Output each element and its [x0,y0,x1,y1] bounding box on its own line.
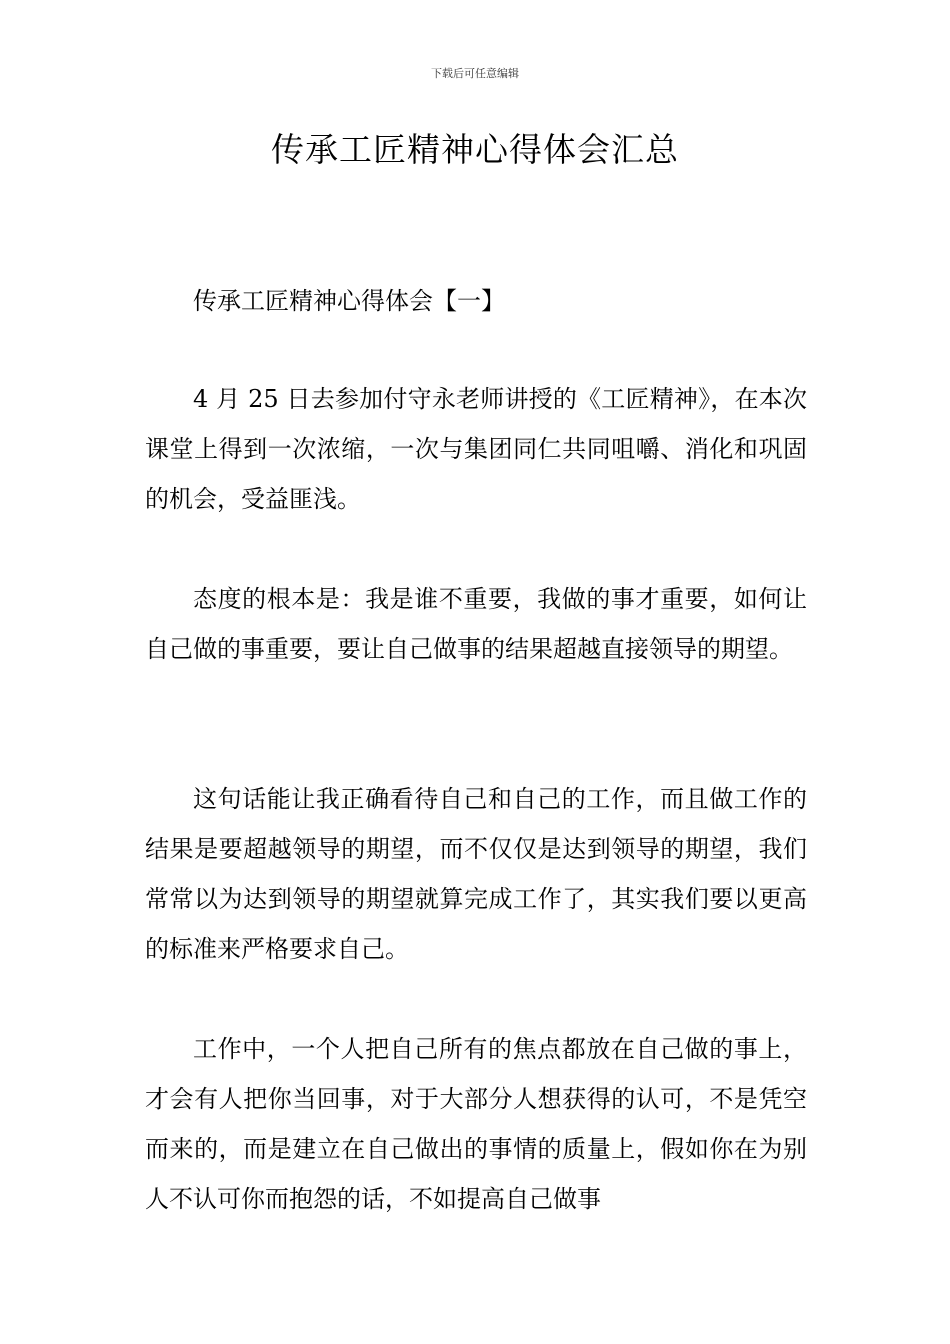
paragraph-1: 4 月 25 日去参加付守永老师讲授的《工匠精神》，在本次课堂上得到一次浓缩，一次与集团同仁共同咀嚼、消化和巩固的机会，受益匪浅。 [145,385,807,513]
paragraph-3: 这句话能让我正确看待自己和自己的工作，而且做工作的结果是要超越领导的期望，而不仅仅是达到领导的期望，我们常常以为达到领导的期望就算完成工作了，其实我们要以更高的标准来严格要求自己。 [145,785,807,963]
section-heading: 传承工匠精神心得体会【一】 [193,287,505,315]
header-note: 下载后可任意编辑 [431,67,519,80]
paragraph-2: 态度的根本是：我是谁不重要，我做的事才重要，如何让自己做的事重要，要让自己做事的结果超越直接领导的期望。 [145,585,807,663]
document-title: 传承工匠精神心得体会汇总 [271,130,679,169]
paragraph-4: 工作中，一个人把自己所有的焦点都放在自己做的事上，才会有人把你当回事，对于大部分人想获得的认可，不是凭空而来的，而是建立在自己做出的事情的质量上，假如你在为别人不认可你而抱怨的话，不如提高自己做事 [145,1035,807,1213]
